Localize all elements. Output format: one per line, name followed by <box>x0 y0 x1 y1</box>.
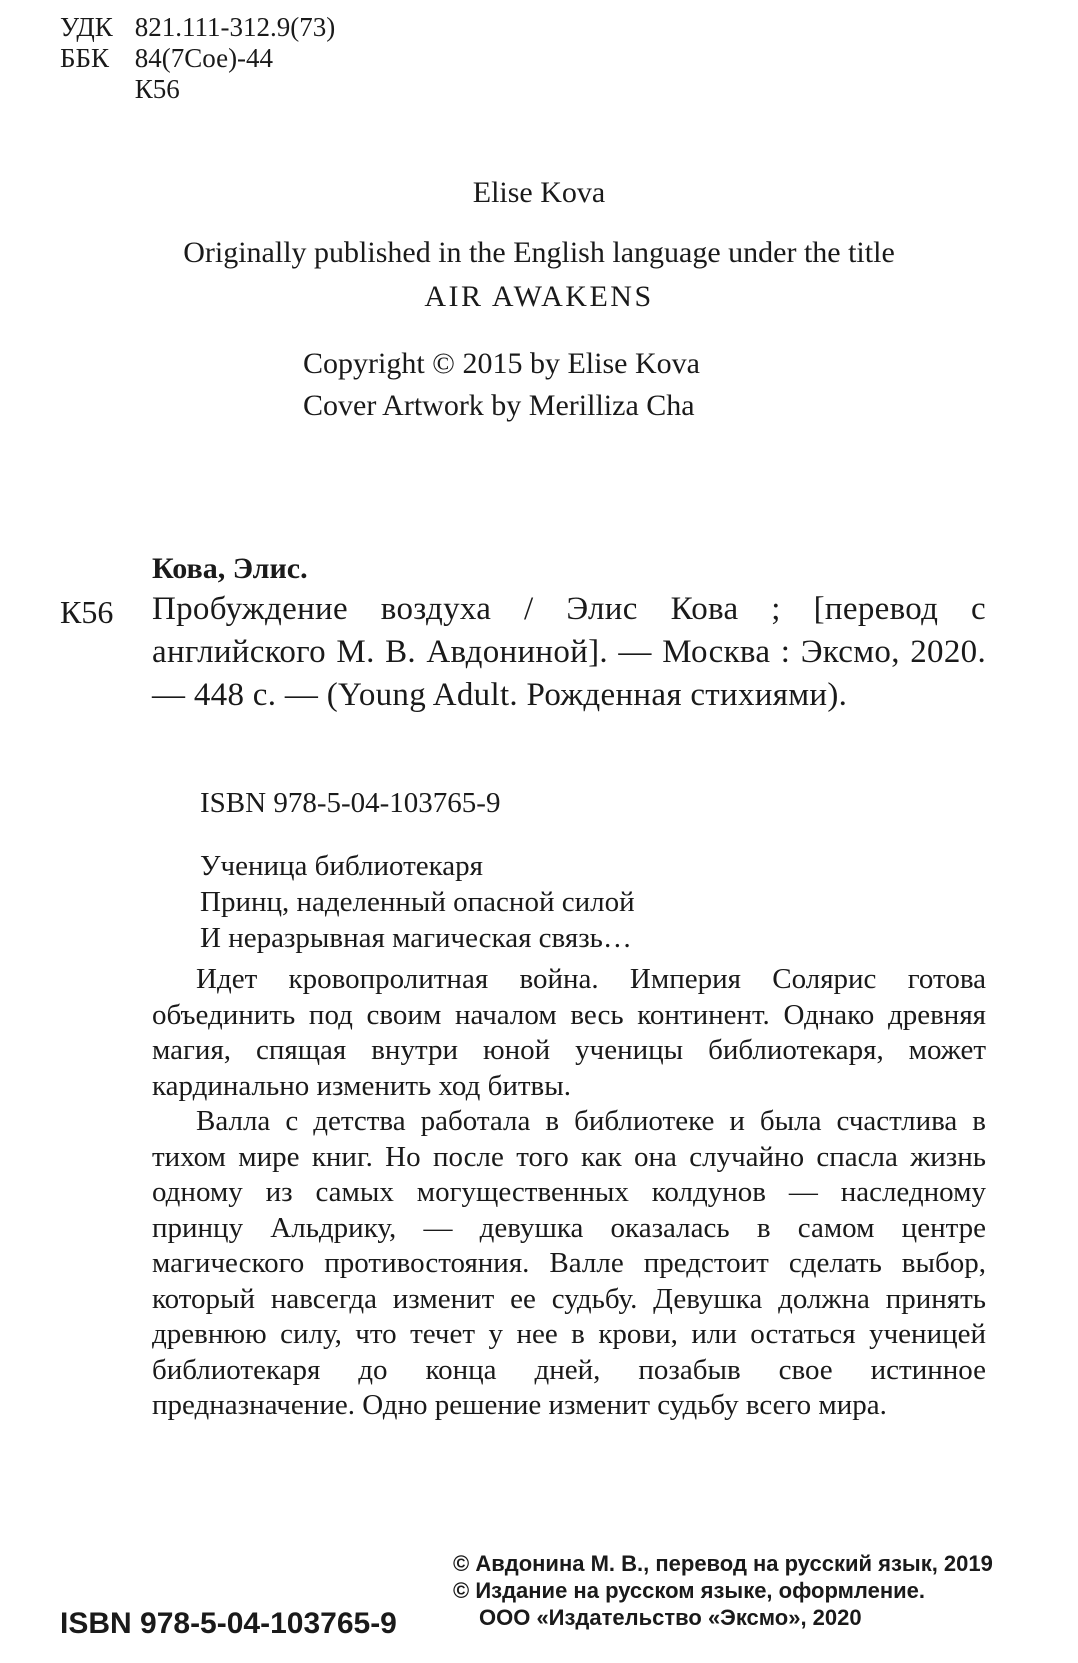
copyright-line: Copyright © 2015 by Elise Kova <box>303 347 700 380</box>
author-mark-row <box>60 74 335 105</box>
bibliographic-description: Пробуждение воздуха / Элис Кова ; [перевод с английского М. В. Авдониной]. — Москва : Эксмо, 2020. — 448 с. — (Young Adult. Рожденная стихиями). <box>152 591 986 713</box>
udk-label: УДК <box>60 12 113 42</box>
teaser-line: Принц, наделенный опасной силой <box>200 886 635 918</box>
teaser-block <box>200 848 635 956</box>
footer-isbn: ISBN 978-5-04-103765-9 <box>60 1607 397 1640</box>
annotation-paragraph: Валла с детства работала в библиотеке и была счастлива в тихом мире книг. Но после того как она случайно спасла жизнь одному из самых могущественных колдунов — наследному принцу Альдрику, — девушка оказалась в самом центре магического противостояния. Валле предстоит сделать выбор, который навсегда изменит ее судьбу. Девушка должна принять древнюю силу, что течет у нее в крови, или остаться ученицей библиотекаря до конца дней, позабыв свое истинное предназначение. Одно решение изменит судьбу всего мира. <box>152 1105 986 1421</box>
bbk-row <box>60 43 335 74</box>
annotation <box>152 962 986 1424</box>
copyright-block <box>303 343 700 427</box>
cover-artwork-line: Cover Artwork by Merilliza Cha <box>303 389 695 422</box>
rights-line: ООО «Издательство «Эксмо», 2020 <box>479 1605 862 1630</box>
bbk-label: ББК <box>60 43 110 73</box>
rights-line: © Издание на русском языке, оформление. <box>453 1578 926 1603</box>
bibliographic-isbn: ISBN 978-5-04-103765-9 <box>200 787 501 819</box>
bibliographic-mark: К56 <box>60 594 114 630</box>
original-author: Elise Kova <box>472 176 606 209</box>
original-title: AIR AWAKENS <box>424 280 654 313</box>
rights-block <box>453 1550 993 1631</box>
udk-row <box>60 12 335 43</box>
annotation-paragraph: Идет кровопролитная война. Империя Солярис готова объединить под своим началом весь континент. Однако древняя магия, спящая внутри юной ученицы библиотекаря, может кардинально изменить ход битвы. <box>152 963 986 1102</box>
original-published-line: Originally published in the English language under the title <box>183 236 895 269</box>
rights-line: © Авдонина М. В., перевод на русский язык, 2019 <box>453 1551 993 1576</box>
bbk-value: 84(7Сое)-44 <box>134 43 274 73</box>
udk-value: 821.111-312.9(73) <box>134 12 336 42</box>
classification-block <box>60 12 335 105</box>
teaser-line: И неразрывная магическая связь… <box>200 922 632 954</box>
author-mark: К56 <box>134 74 180 104</box>
bibliographic-author-heading: Кова, Элис. <box>152 552 308 585</box>
teaser-line: Ученица библиотекаря <box>200 850 483 882</box>
